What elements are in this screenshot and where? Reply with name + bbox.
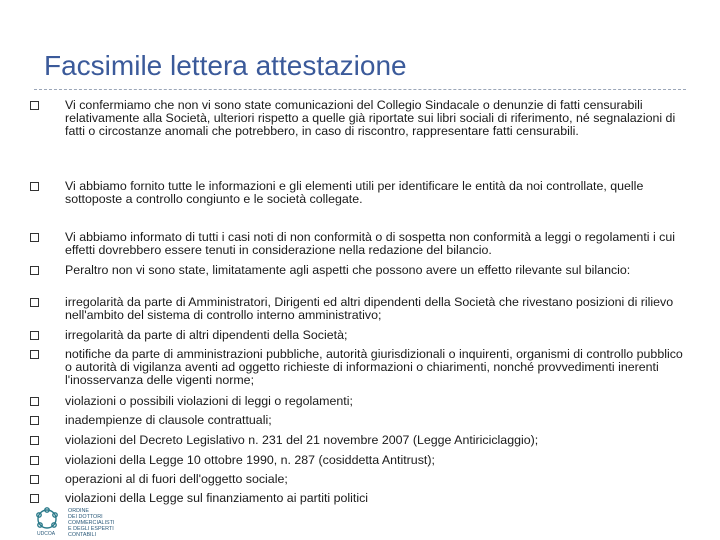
list-item-text: violazioni o possibili violazioni di leggi o regolamenti;	[65, 394, 353, 408]
checkbox-bullet-icon	[30, 416, 39, 425]
list-item-text: Vi confermiamo che non vi sono state comunicazioni del Collegio Sindacale o denunzie di fatti censurabili relativamente alla Società, ulteriori rispetto a quelle già riportate sui libri sociali di riferimento, né segnalazioni di fatti o circostanze anomali che potrebbero, in caso di riscontro, rappresentare fatti censurabili.	[65, 98, 676, 139]
list-item-text: notifiche da parte di amministrazioni pubbliche, autorità giurisdizionali o inquirenti, organismi di controllo pubblico o autorità di vigilanza aventi ad oggetto richieste di informazioni o chiarimenti, nonché provvedimenti inerenti l'inosservanza delle vigenti norme;	[65, 347, 683, 388]
checkbox-bullet-icon	[30, 456, 39, 465]
list-item-text: violazioni del Decreto Legislativo n. 231 del 21 novembre 2007 (Legge Antiriciclaggio);	[65, 433, 539, 447]
logo-caption: UDCOA	[37, 531, 56, 537]
checkbox-bullet-icon	[30, 266, 39, 275]
logo-text	[68, 508, 114, 538]
list-item-text: operazioni al di fuori dell'oggetto sociale;	[65, 472, 288, 486]
page-title: Facsimile lettera attestazione	[44, 50, 407, 81]
organization-logo	[34, 506, 134, 536]
list-item-text: violazioni della Legge 10 ottobre 1990, n. 287 (cosiddetta Antitrust);	[65, 453, 435, 467]
list-item-text: Peraltro non vi sono state, limitatamente agli aspetti che possono avere un effetto rilevante sul bilancio:	[65, 263, 631, 277]
checkbox-bullet-icon	[30, 298, 39, 307]
checkbox-bullet-icon	[30, 475, 39, 484]
checkbox-bullet-icon	[30, 331, 39, 340]
checkbox-bullet-icon	[30, 101, 39, 110]
list-item-text: irregolarità da parte di Amministratori, Dirigenti ed altri dipendenti della Società che rivestano posizioni di rilievo nell'ambito del sistema di controllo interno amministrativo;	[65, 295, 674, 323]
checkbox-bullet-icon	[30, 494, 39, 503]
logo-emblem-icon	[34, 506, 60, 532]
list-item-text: violazioni della Legge sul finanziamento ai partiti politici	[65, 491, 369, 505]
list-item-text: inadempienze di clausole contrattuali;	[65, 413, 272, 427]
checkbox-bullet-icon	[30, 397, 39, 406]
logo-line: DEI DOTTORI	[68, 514, 103, 520]
logo-line: ORDINE	[68, 508, 89, 514]
checkbox-bullet-icon	[30, 233, 39, 242]
title-divider	[34, 89, 686, 90]
list-item-text: irregolarità da parte di altri dipendenti della Società;	[65, 328, 348, 342]
checkbox-bullet-icon	[30, 350, 39, 359]
logo-line: CONTABILI	[68, 532, 97, 538]
list-item-text: Vi abbiamo informato di tutti i casi noti di non conformità o di sospetta non conformità a leggi o regolamenti i cui effetti dovrebbero essere tenuti in considerazione nella redazione del bilancio.	[65, 230, 675, 258]
logo-line: COMMERCIALISTI	[68, 520, 115, 526]
logo-line: E DEGLI ESPERTI	[68, 526, 114, 532]
checkbox-bullet-icon	[30, 182, 39, 191]
list-item-text: Vi abbiamo fornito tutte le informazioni e gli elementi utili per identificare le entità da noi controllate, quelle sottoposte a controllo congiunto e le società collegate.	[65, 179, 644, 207]
checkbox-bullet-icon	[30, 436, 39, 445]
